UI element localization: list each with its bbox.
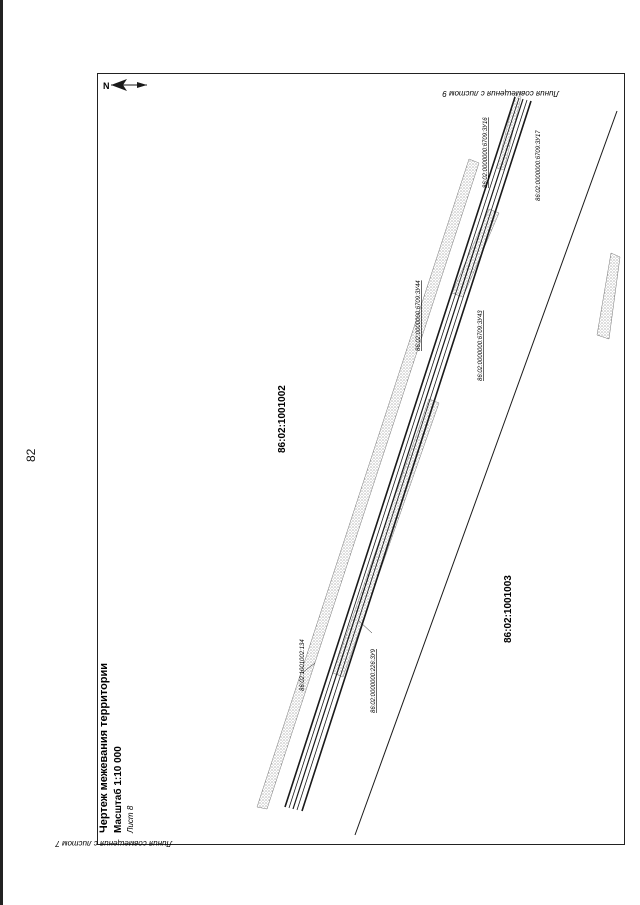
sheet-scale: Масштаб 1:10 000 [113,746,124,833]
parcel-label: 86:02:1001002:134 [300,639,306,691]
page-binding-rule [0,0,3,905]
page-number: 82 [24,448,38,462]
parcel-label: 86:02:0000000:226:ЗУ9 [371,649,377,713]
match-line-left: Линия совмещения с листом 7 [55,839,172,848]
quarter-label-1: 86:02:1001002 [277,385,288,453]
road-corridor [285,97,531,811]
parcel-strip-top [497,95,521,170]
parcel-strip-upper [257,159,479,809]
survey-drawing [55,73,625,848]
quarter-label-2: 86:02:1001003 [503,575,514,643]
north-arrow-icon [111,79,147,91]
parcel-label: 86:02:0000000:6709:ЗУ43 [478,310,484,381]
sheet-label: Лист 8 [126,805,135,833]
parcel-label: 86:02:0000000:6709:ЗУ16 [483,117,489,188]
parcel-label: 86:02:0000000:6709:ЗУ17 [536,130,542,201]
match-line-right: Линия совмещения с листом 9 [442,89,559,98]
title-block [98,663,135,834]
parcel-strip-edge [597,253,620,339]
north-label: N [103,81,110,91]
parcel-label: 86:02:0000000:6709:ЗУ44 [416,280,422,351]
land-survey-sheet [55,73,625,848]
sheet-title: Чертеж межевания территории [98,662,110,833]
sheet-border [98,74,625,845]
